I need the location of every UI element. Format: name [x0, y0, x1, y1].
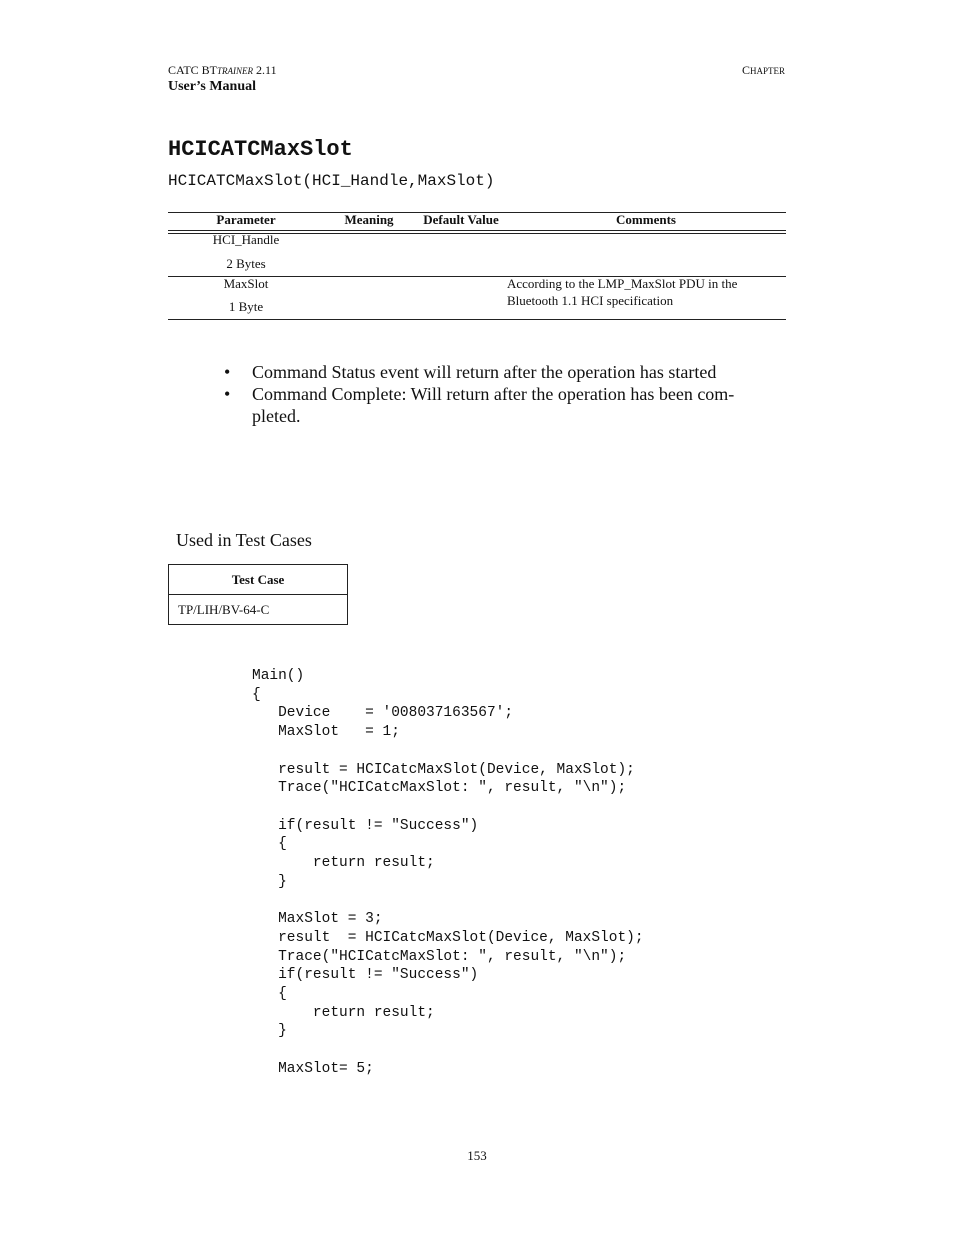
bullet-mark: •	[224, 384, 231, 404]
test-case-header: Test Case	[169, 565, 347, 595]
product-prefix: CATC BT	[168, 63, 218, 77]
param-comment-maxslot-1: According to the LMP_MaxSlot PDU in the	[507, 276, 738, 291]
param-size-hci-handle: 2 Bytes	[226, 256, 266, 271]
param-name-maxslot: MaxSlot	[223, 276, 269, 291]
result-bullets	[224, 361, 764, 427]
product-smallcaps: TRAINER	[217, 66, 254, 76]
chapter-cap: C	[741, 63, 750, 77]
command-title: HCICATCMaxSlot	[168, 137, 353, 162]
bullet-text-line-1: Command Complete: Will return after the operation has been com-	[252, 384, 735, 404]
running-header-left	[168, 63, 277, 96]
product-name	[168, 63, 277, 78]
bullet-text-line-2: pleted.	[252, 406, 301, 426]
manual-title: User’s Manual	[168, 79, 257, 94]
command-signature: HCICATCMaxSlot(HCI_Handle,MaxSlot)	[168, 172, 495, 190]
test-case-row: TP/LIH/BV-64-C	[178, 602, 270, 617]
param-comment-maxslot-2: Bluetooth 1.1 HCI specification	[507, 293, 674, 308]
chapter-rest: HAPTER	[749, 66, 785, 76]
test-case-table	[168, 564, 348, 625]
header-rule-1	[168, 230, 786, 231]
used-in-test-cases-heading: Used in Test Cases	[176, 530, 312, 550]
bullet-mark: •	[224, 362, 231, 382]
code-sample: Main() { Device = '008037163567'; MaxSlot = 1; result = HCICatcMaxSlot(Device, MaxSlot); Trace("HCICatcMaxSlot: ", result, "\n"); if(result != "Success") { return result; } MaxSlot = 3; result = HCICatcMaxSlot(Device, MaxSlot); Trace("HCICatcMaxSlot: ", result, "\n"); if(result != "Success") { return result; } MaxSlot= 5;	[252, 668, 644, 1077]
bullet-item	[224, 383, 764, 427]
table-bottom-rule	[168, 319, 786, 320]
col-header-meaning: Meaning	[344, 212, 394, 227]
col-header-default-value: Default Value	[423, 212, 499, 227]
col-header-parameter: Parameter	[216, 212, 276, 227]
col-header-comments: Comments	[616, 212, 676, 227]
param-name-hci-handle: HCI_Handle	[212, 232, 280, 247]
bullet-text: Command Status event will return after the operation has started	[252, 362, 717, 382]
bullet-item	[224, 361, 764, 383]
page-number: 153	[467, 1148, 487, 1163]
product-version: 2.11	[256, 63, 277, 77]
running-header-right	[742, 63, 785, 78]
param-size-maxslot: 1 Byte	[228, 299, 264, 314]
